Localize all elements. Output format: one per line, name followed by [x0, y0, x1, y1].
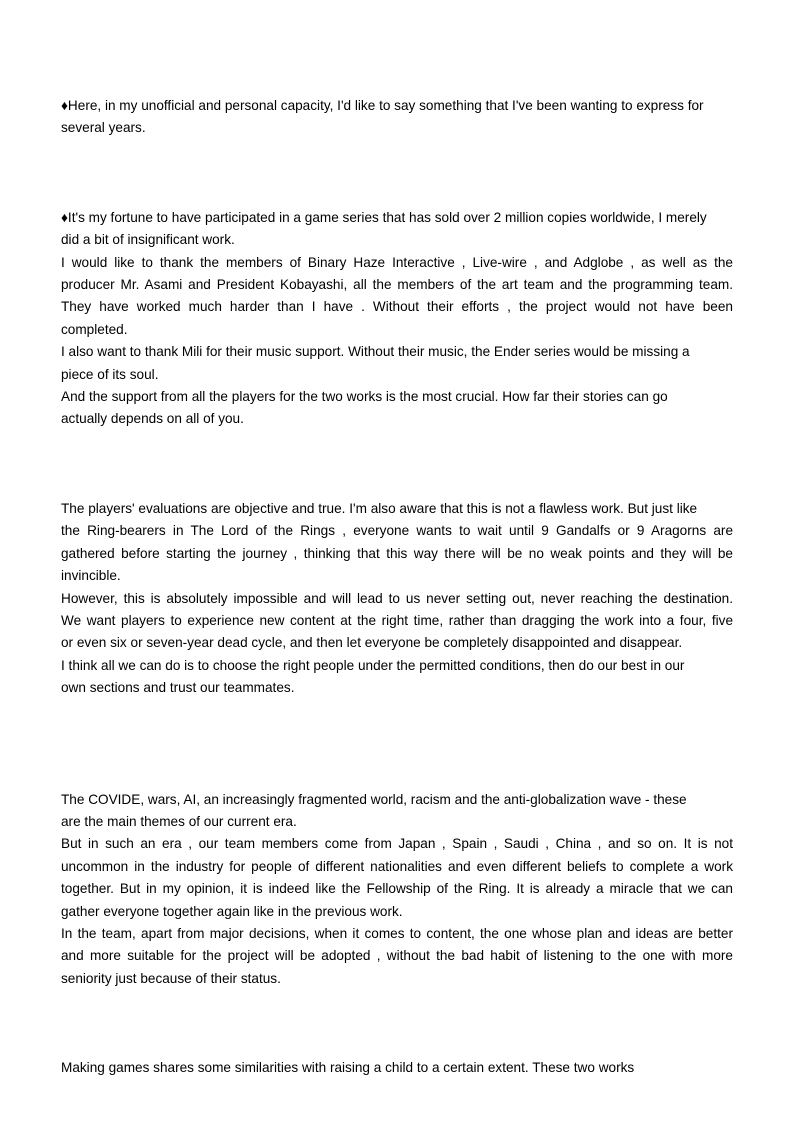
text-line: or even six or seven-year dead cycle, and then let everyone be completely disappointed and disappear. [61, 635, 683, 651]
paragraph-thanks [61, 207, 733, 431]
document-page [61, 95, 733, 1080]
text-line: are the main themes of our current era. [61, 813, 297, 829]
text-line: and more suitable for the project will be adopted , without the bad habit of listening to the one with more [61, 948, 733, 964]
text-line: I would like to thank the members of Binary Haze Interactive , Live-wire , and Adglobe , as well as the [61, 254, 733, 270]
text-line: together. But in my opinion, it is indeed like the Fellowship of the Ring. It is already a miracle that we can [61, 881, 733, 897]
paragraph-players [61, 498, 733, 700]
text-line: uncommon in the industry for people of different nationalities and even different beliefs to complete a work [61, 858, 733, 874]
text-line: piece of its soul. [61, 366, 159, 382]
text-line: However, this is absolutely impossible and will lead to us never setting out, never reaching the destination. [61, 590, 733, 606]
paragraph-spacer [61, 700, 733, 789]
text-line: But in such an era , our team members come from Japan , Spain , Saudi , China , and so on. It is not [61, 836, 733, 852]
paragraph-spacer [61, 431, 733, 498]
text-line: gathered before starting the journey , thinking that this way there will be no weak points and they will be [61, 545, 733, 561]
paragraph-games [61, 1057, 733, 1079]
text-line: actually depends on all of you. [61, 411, 244, 427]
text-line: The COVIDE, wars, AI, an increasingly fragmented world, racism and the anti-globalization wave - these [61, 791, 687, 807]
text-line: And the support from all the players for the two works is the most crucial. How far their stories can go [61, 389, 668, 405]
paragraph-era [61, 789, 733, 991]
text-line: The players' evaluations are objective and true. I'm also aware that this is not a flawless work. But just like [61, 500, 698, 516]
text-line: gather everyone together again like in the previous work. [61, 903, 403, 919]
text-line: Making games shares some similarities with raising a child to a certain extent. These two works [61, 1060, 635, 1076]
text-line: They have worked much harder than I have . Without their efforts , the project would not have been [61, 299, 733, 315]
paragraph-intro [61, 95, 733, 140]
text-line: ♦It's my fortune to have participated in a game series that has sold over 2 million copies worldwide, I merely [61, 209, 707, 225]
paragraph-spacer [61, 990, 733, 1057]
text-line: producer Mr. Asami and President Kobayashi, all the members of the art team and the programming team. [61, 277, 733, 293]
text-line: did a bit of insignificant work. [61, 232, 235, 248]
paragraph-spacer [61, 140, 733, 207]
text-line: own sections and trust our teammates. [61, 680, 295, 696]
text-line: invincible. [61, 568, 121, 584]
text-line: completed. [61, 321, 128, 337]
text-line: I also want to thank Mili for their music support. Without their music, the Ender series would be missing a [61, 344, 690, 360]
text-line: I think all we can do is to choose the right people under the permitted conditions, then do our best in our [61, 657, 685, 673]
text-line: the Ring-bearers in The Lord of the Rings , everyone wants to wait until 9 Gandalfs or 9 Aragorns are [61, 523, 733, 539]
text-line: ♦Here, in my unofficial and personal capacity, I'd like to say something that I've been wanting to express for [61, 98, 704, 113]
text-line: seniority just because of their status. [61, 970, 281, 986]
text-line: several years. [61, 120, 146, 136]
text-line: In the team, apart from major decisions, when it comes to content, the one whose plan and ideas are better [61, 925, 733, 941]
text-line: We want players to experience new content at the right time, rather than dragging the work into a four, five [61, 612, 733, 628]
